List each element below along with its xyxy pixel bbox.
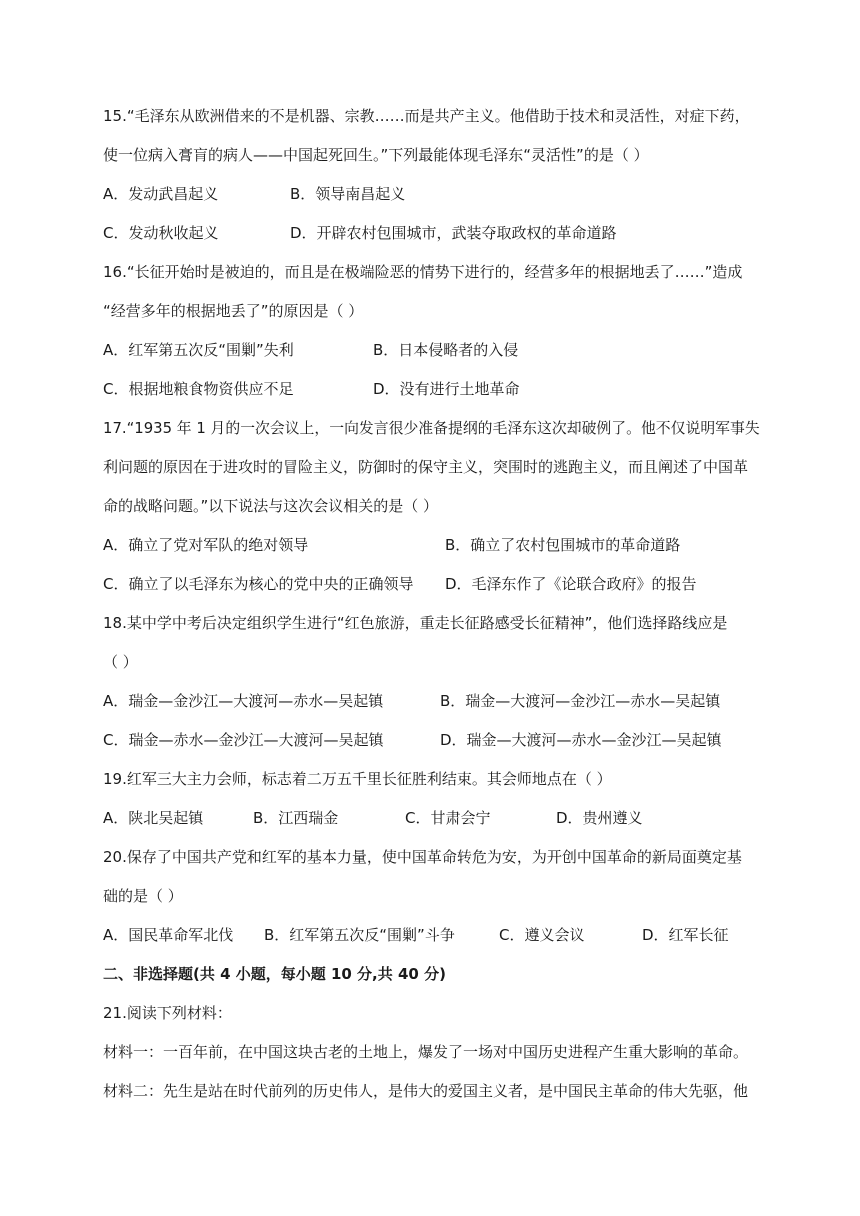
question-19-option-d: D．贵州遵义 — [556, 809, 643, 827]
question-21-stem: 21.阅读下列材料： — [103, 1004, 232, 1022]
question-20-option-b: B．红军第五次反“围剿”斗争 — [264, 926, 455, 944]
question-15-option-c: C．发动秋收起义 — [103, 224, 219, 242]
question-19-option-c: C．甘肃会宁 — [405, 809, 491, 827]
question-19-option-a: A．陕北吴起镇 — [103, 809, 204, 827]
material-2: 材料二：先生是站在时代前列的历史伟人，是伟大的爱国主义者，是中国民主革命的伟大先驱，他 — [103, 1082, 749, 1100]
question-18-stem-line-2: （ ） — [103, 653, 138, 671]
question-16-option-a: A．红军第五次反“围剿”失利 — [103, 341, 294, 359]
question-15-option-a: A．发动武昌起义 — [103, 185, 219, 203]
section-heading: 二、非选择题(共 4 小题，每小题 10 分,共 40 分) — [103, 965, 446, 983]
question-15-stem-line-2: 使一位病入膏肓的病人——中国起死回生。”下列最能体现毛泽东“灵活性”的是（ ） — [103, 146, 649, 164]
question-15-option-d: D．开辟农村包围城市，武装夺取政权的革命道路 — [290, 224, 617, 242]
question-20-stem-line-1: 20.保存了中国共产党和红军的基本力量，使中国革命转危为安，为开创中国革命的新局面奠定基 — [103, 848, 742, 866]
question-15-option-b: B．领导南昌起义 — [290, 185, 406, 203]
question-18-option-c: C．瑞金—赤水—金沙江—大渡河—吴起镇 — [103, 731, 384, 749]
question-18-option-b: B．瑞金—大渡河—金沙江—赤水—吴起镇 — [440, 692, 721, 710]
question-19-option-b: B．江西瑞金 — [253, 809, 339, 827]
question-17-option-a: A．确立了党对军队的绝对领导 — [103, 536, 309, 554]
question-16-option-c: C．根据地粮食物资供应不足 — [103, 380, 294, 398]
question-15-stem-line-1: 15.“毛泽东从欧洲借来的不是机器、宗教……而是共产主义。他借助于技术和灵活性，对症下药， — [103, 107, 750, 125]
question-18-option-d: D．瑞金—大渡河—赤水—金沙江—吴起镇 — [440, 731, 722, 749]
question-17-option-c: C．确立了以毛泽东为核心的党中央的正确领导 — [103, 575, 414, 593]
question-18-stem-line-1: 18.某中学中考后决定组织学生进行“红色旅游，重走长征路感受长征精神”，他们选择路线应是 — [103, 614, 728, 632]
question-17-option-d: D．毛泽东作了《论联合政府》的报告 — [445, 575, 697, 593]
material-1: 材料一：一百年前，在中国这块古老的土地上，爆发了一场对中国历史进程产生重大影响的革命。 — [103, 1043, 749, 1061]
question-17-option-b: B．确立了农村包围城市的革命道路 — [445, 536, 681, 554]
question-20-stem-line-2: 础的是（ ） — [103, 887, 183, 905]
question-20-option-c: C．遵义会议 — [499, 926, 585, 944]
question-16-option-b: B．日本侵略者的入侵 — [373, 341, 519, 359]
question-17-stem-line-2: 利问题的原因在于进攻时的冒险主义，防御时的保守主义，突围时的逃跑主义，而且阐述了中国革 — [103, 458, 749, 476]
question-16-stem-line-2: “经营多年的根据地丢了”的原因是（ ） — [103, 302, 364, 320]
question-20-option-a: A．国民革命军北伐 — [103, 926, 234, 944]
question-16-option-d: D．没有进行土地革命 — [373, 380, 520, 398]
question-19-stem-line-1: 19.红军三大主力会师，标志着二万五千里长征胜利结束。其会师地点在（ ） — [103, 770, 612, 788]
question-17-stem-line-3: 命的战略问题。”以下说法与这次会议相关的是（ ） — [103, 497, 439, 515]
question-18-option-a: A．瑞金—金沙江—大渡河—赤水—吴起镇 — [103, 692, 384, 710]
question-16-stem-line-1: 16.“长征开始时是被迫的，而且是在极端险恶的情势下进行的，经营多年的根据地丢了……”造成 — [103, 263, 743, 281]
question-17-stem-line-1: 17.“1935 年 1 月的一次会议上，一向发言很少准备提纲的毛泽东这次却破例了。他不仅说明军事失 — [103, 419, 760, 437]
question-20-option-d: D．红军长征 — [642, 926, 729, 944]
